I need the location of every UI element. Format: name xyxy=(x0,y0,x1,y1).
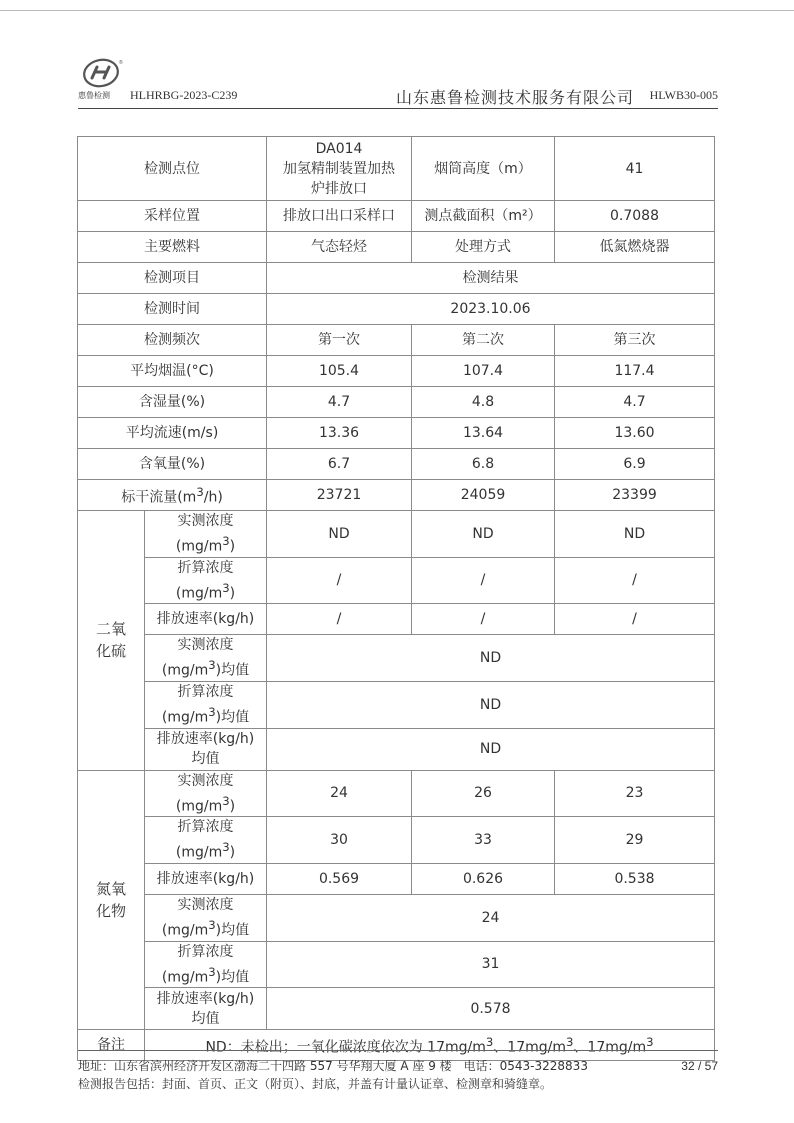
param-label-text: /h) xyxy=(203,489,223,506)
row-label xyxy=(145,728,267,770)
treatment-value: 低氮燃烧器 xyxy=(555,232,715,263)
row-label-text: (mg/m xyxy=(161,922,209,939)
nox-avg-value: 0.578 xyxy=(267,988,715,1030)
point-name-line1: 加氢精制装置加热 xyxy=(283,160,395,177)
row-label-line xyxy=(147,791,264,817)
fuel-label: 主要燃料 xyxy=(78,232,267,263)
table-row xyxy=(78,728,715,770)
superscript: 3 xyxy=(565,1035,574,1050)
param-label: 平均烟温(°C) xyxy=(78,356,267,387)
row-label-line xyxy=(147,655,264,681)
row-label-line: 实测浓度 xyxy=(177,513,234,529)
note-label: 备注 xyxy=(78,1030,145,1061)
row-label xyxy=(145,635,267,682)
row-label-line xyxy=(147,837,264,863)
group-label-line: 化硫 xyxy=(95,642,126,661)
form-code: HLWB30-005 xyxy=(649,88,718,102)
sampling-value: 排放口出口采样口 xyxy=(267,201,412,232)
row-label-line: 折算浓度 xyxy=(177,819,234,836)
row-label xyxy=(145,894,267,941)
row-label-line xyxy=(147,531,264,557)
so2-value: / xyxy=(412,604,555,635)
row-label-text: (mg/m xyxy=(161,709,209,726)
superscript: 3 xyxy=(485,1035,494,1050)
row-label xyxy=(145,817,267,864)
footer-divider xyxy=(78,1050,718,1051)
table-row xyxy=(78,681,715,728)
treatment-label: 处理方式 xyxy=(412,232,555,263)
superscript: 3 xyxy=(208,964,216,979)
superscript: 3 xyxy=(208,917,216,932)
so2-value: / xyxy=(412,557,555,604)
so2-value: / xyxy=(555,557,715,604)
page-top-border xyxy=(0,10,794,11)
row-label xyxy=(145,770,267,817)
table-row xyxy=(78,941,715,988)
row-label-line: 折算浓度 xyxy=(177,683,234,700)
superscript: 3 xyxy=(208,658,216,673)
row-label-text: (mg/m xyxy=(175,798,223,815)
table-row xyxy=(78,770,715,817)
so2-value: / xyxy=(267,604,412,635)
so2-value: ND xyxy=(267,511,412,558)
param-label: 含氧量(%) xyxy=(78,449,267,480)
table-row xyxy=(78,137,715,201)
group-label-line: 二氧 xyxy=(95,620,126,639)
superscript: 3 xyxy=(196,485,204,500)
table-row xyxy=(78,201,715,232)
param-value: 4.8 xyxy=(412,387,555,418)
table-row xyxy=(78,387,715,418)
nox-value: 26 xyxy=(412,770,555,817)
company-name: 山东惠鲁检测技术服务有限公司 xyxy=(395,88,634,107)
param-value: 23721 xyxy=(267,480,412,511)
param-value: 107.4 xyxy=(412,356,555,387)
svg-text:®: ® xyxy=(119,60,123,66)
row-label-text: (mg/m xyxy=(175,538,223,555)
param-value: 13.36 xyxy=(267,418,412,449)
superscript: 3 xyxy=(222,580,230,595)
row-label-text: (mg/m xyxy=(161,662,209,679)
table-row xyxy=(78,557,715,604)
nox-value: 0.538 xyxy=(555,863,715,894)
freq-1: 第一次 xyxy=(267,325,412,356)
table-row xyxy=(78,604,715,635)
header-divider xyxy=(78,108,718,109)
table-row xyxy=(78,294,715,325)
row-label-text: (mg/m xyxy=(161,969,209,986)
row-label-text: )均值 xyxy=(215,662,250,679)
param-value: 4.7 xyxy=(267,387,412,418)
row-label-text: (mg/m xyxy=(175,585,223,602)
row-label: 排放速率(kg/h) xyxy=(145,863,267,894)
group-label-line: 氮氧 xyxy=(95,879,126,898)
param-label-text: 标干流量(m xyxy=(121,489,197,506)
table-row xyxy=(78,232,715,263)
footer-row xyxy=(78,1075,718,1093)
page-footer xyxy=(78,1050,718,1093)
row-label xyxy=(145,511,267,558)
table-row xyxy=(78,263,715,294)
row-label-text: ) xyxy=(229,844,236,861)
row-label-line: 实测浓度 xyxy=(177,896,234,913)
table-row xyxy=(78,863,715,894)
result-label: 检测结果 xyxy=(267,263,715,294)
row-label-line: 排放速率(kg/h) xyxy=(156,990,255,1007)
point-label: 检测点位 xyxy=(78,137,267,201)
nox-avg-value: 31 xyxy=(267,941,715,988)
note-text-part: 、17mg/m xyxy=(493,1040,566,1057)
report-number: HLHRBG-2023-C239 xyxy=(130,88,238,102)
param-value: 6.7 xyxy=(267,449,412,480)
table-row xyxy=(78,325,715,356)
row-label-line: 实测浓度 xyxy=(177,772,234,789)
superscript: 3 xyxy=(222,793,230,808)
row-label-text: ) xyxy=(229,585,236,602)
row-label: 排放速率(kg/h) xyxy=(145,604,267,635)
so2-avg-value: ND xyxy=(267,635,715,682)
table-row xyxy=(78,418,715,449)
time-value: 2023.10.06 xyxy=(267,294,715,325)
param-label: 平均流速(m/s) xyxy=(78,418,267,449)
point-value xyxy=(267,137,412,201)
so2-value: / xyxy=(267,557,412,604)
nox-value: 29 xyxy=(555,817,715,864)
stack-height-value: 41 xyxy=(555,137,715,201)
table-row xyxy=(78,988,715,1030)
superscript: 3 xyxy=(646,1035,654,1050)
nox-value: 24 xyxy=(267,770,412,817)
param-value: 13.64 xyxy=(412,418,555,449)
item-label: 检测项目 xyxy=(78,263,267,294)
nox-value: 0.569 xyxy=(267,863,412,894)
row-label-line: 实测浓度 xyxy=(177,637,234,654)
row-label-text: )均值 xyxy=(215,922,250,939)
freq-3: 第三次 xyxy=(555,325,715,356)
row-label-text: (mg/m xyxy=(175,844,223,861)
point-code: DA014 xyxy=(315,140,363,157)
nox-avg-value: 24 xyxy=(267,894,715,941)
freq-label: 检测频次 xyxy=(78,325,267,356)
param-value: 23399 xyxy=(555,480,715,511)
row-label-line xyxy=(147,915,264,941)
row-label-text: )均值 xyxy=(215,969,250,986)
row-label-line: 排放速率(kg/h) xyxy=(156,731,255,748)
row-label-text: ) xyxy=(229,538,236,555)
row-label xyxy=(145,557,267,604)
param-label xyxy=(78,480,267,511)
row-label-line: 折算浓度 xyxy=(177,943,234,960)
superscript: 3 xyxy=(222,534,230,548)
point-name-line2: 炉排放口 xyxy=(311,180,367,197)
fuel-value: 气态轻烃 xyxy=(267,232,412,263)
param-value: 4.7 xyxy=(555,387,715,418)
so2-value: / xyxy=(555,604,715,635)
superscript: 3 xyxy=(222,840,230,855)
note-text-part: 、17mg/m xyxy=(573,1040,647,1057)
test-results-table xyxy=(77,136,715,1061)
page-number: 32 / 57 xyxy=(681,1059,718,1073)
so2-group-label xyxy=(78,511,145,771)
nox-value: 0.626 xyxy=(412,863,555,894)
superscript: 3 xyxy=(208,704,216,719)
row-label xyxy=(145,941,267,988)
row-label-text: ) xyxy=(229,798,236,815)
param-value: 13.60 xyxy=(555,418,715,449)
table-row xyxy=(78,894,715,941)
section-area-label: 测点截面积（m²） xyxy=(412,201,555,232)
note-text-part: ND：未检出；一氧化碳浓度依次为 17mg/m xyxy=(205,1040,486,1057)
table-row xyxy=(78,356,715,387)
param-value: 6.9 xyxy=(555,449,715,480)
logo-text: 惠鲁检测 xyxy=(78,91,110,100)
param-value: 105.4 xyxy=(267,356,412,387)
footer-row xyxy=(78,1057,718,1075)
footer-address: 地址：山东省滨州经济开发区渤海二十四路 557 号华翔大厦 A 座 9 楼 电话：0543-3228833 xyxy=(78,1059,588,1073)
param-value: 6.8 xyxy=(412,449,555,480)
row-label-line: 均值 xyxy=(191,1010,220,1027)
table-row xyxy=(78,635,715,682)
so2-avg-value: ND xyxy=(267,728,715,770)
so2-value: ND xyxy=(555,511,715,558)
nox-group-label xyxy=(78,770,145,1030)
row-label xyxy=(145,681,267,728)
param-value: 117.4 xyxy=(555,356,715,387)
nox-value: 33 xyxy=(412,817,555,864)
param-value: 24059 xyxy=(412,480,555,511)
group-label-line: 化物 xyxy=(95,901,126,920)
row-label xyxy=(145,988,267,1030)
table-row xyxy=(78,817,715,864)
footer-includes: 检测报告包括：封面、首页、正文（附页）、封底，并盖有计量认证章、检测章和骑缝章。 xyxy=(78,1077,553,1091)
row-label-line xyxy=(147,702,264,728)
time-label: 检测时间 xyxy=(78,294,267,325)
table-row xyxy=(78,511,715,558)
so2-value: ND xyxy=(412,511,555,558)
stack-height-label: 烟筒高度（m） xyxy=(412,137,555,201)
so2-avg-value: ND xyxy=(267,681,715,728)
freq-2: 第二次 xyxy=(412,325,555,356)
section-area-value: 0.7088 xyxy=(555,201,715,232)
row-label-line xyxy=(147,578,264,604)
table-row xyxy=(78,480,715,511)
nox-value: 23 xyxy=(555,770,715,817)
nox-value: 30 xyxy=(267,817,412,864)
row-label-line: 折算浓度 xyxy=(177,559,234,576)
sampling-label: 采样位置 xyxy=(78,201,267,232)
row-label-line xyxy=(147,962,264,988)
row-label-text: )均值 xyxy=(215,709,250,726)
param-label: 含湿量(%) xyxy=(78,387,267,418)
table-row xyxy=(78,449,715,480)
row-label-line: 均值 xyxy=(191,751,220,768)
page-header xyxy=(78,56,718,108)
